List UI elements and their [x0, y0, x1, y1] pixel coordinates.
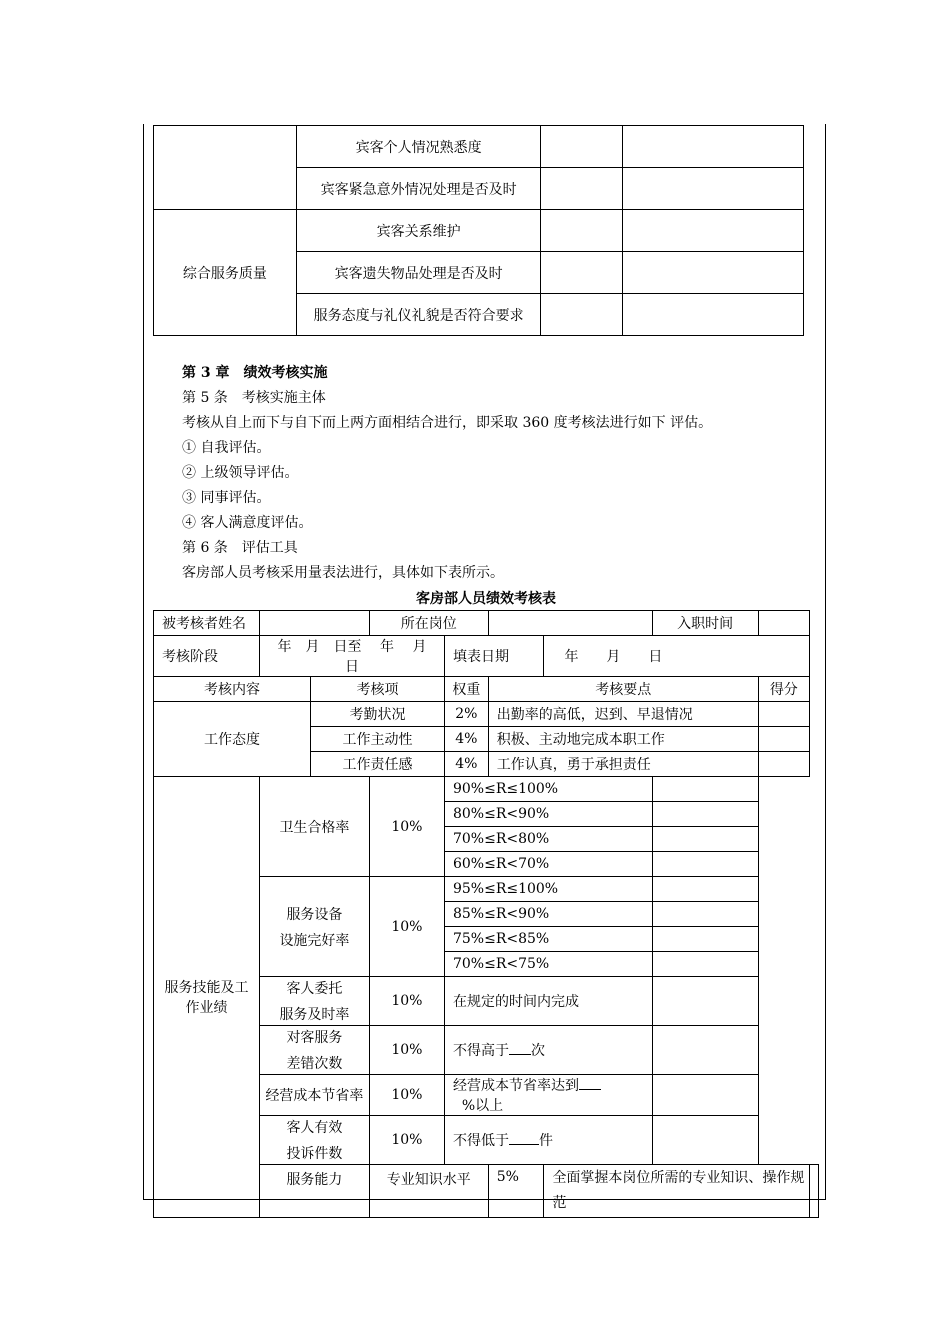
category-attitude: 工作态度	[154, 702, 311, 777]
name-value[interactable]	[260, 611, 370, 636]
weight-cell: 4%	[444, 727, 488, 752]
point-cell	[623, 168, 804, 210]
weight-cell: 10%	[369, 1026, 444, 1075]
point-cell: 70%≤R<80%	[444, 827, 652, 852]
col-header-weight: 权重	[444, 677, 488, 702]
point-cell	[623, 252, 804, 294]
weight-cell	[541, 168, 623, 210]
chapter-heading: 第 3 章 绩效考核实施	[182, 365, 328, 381]
item-line: 服务设备	[286, 906, 343, 923]
item-cell: 工作责任感	[311, 752, 445, 777]
point-cell: 60%≤R<70%	[444, 852, 652, 877]
score-cell[interactable]	[758, 702, 809, 727]
score-cell[interactable]	[652, 927, 758, 952]
point-suffix: 件	[538, 1133, 553, 1149]
weight-cell	[541, 210, 623, 252]
item-line: 客人委托	[286, 981, 343, 997]
article-5-heading: 第 5 条 考核实施主体	[182, 390, 326, 406]
item-cell: 宾客紧急意外情况处理是否及时	[296, 168, 541, 210]
item-cell: 工作主动性	[311, 727, 445, 752]
item-cost: 经营成本节省率	[260, 1075, 370, 1116]
score-cell[interactable]	[652, 1116, 758, 1165]
item-line: 投诉件数	[286, 1146, 343, 1162]
category-cell: 综合服务质量	[154, 210, 297, 336]
weight-cell	[541, 252, 623, 294]
item-cell: 宾客关系维护	[296, 210, 541, 252]
score-cell[interactable]	[652, 852, 758, 877]
item-equipment	[260, 877, 370, 977]
list-item: ④ 客人满意度评估。	[182, 515, 313, 531]
point-cell: 全面掌握本岗位所需的专业知识、操作规范	[544, 1165, 810, 1218]
item-cell: 宾客个人情况熟悉度	[296, 126, 541, 168]
list-item: ① 自我评估。	[182, 440, 271, 456]
service-quality-table	[153, 125, 804, 336]
score-cell[interactable]	[652, 952, 758, 977]
score-cell[interactable]	[652, 977, 758, 1026]
score-cell[interactable]	[652, 1026, 758, 1075]
point-prefix: 不得低于	[452, 1133, 509, 1149]
score-cell[interactable]	[652, 777, 758, 802]
article-6-heading: 第 6 条 评估工具	[182, 540, 298, 556]
list-item: ② 上级领导评估。	[182, 465, 299, 481]
point-cell	[623, 210, 804, 252]
item-errors	[260, 1026, 370, 1075]
point-cell: 70%≤R<75%	[444, 952, 652, 977]
col-header-content: 考核内容	[154, 677, 311, 702]
post-value[interactable]	[488, 611, 652, 636]
post-label: 所在岗位	[369, 611, 488, 636]
point-cell	[623, 294, 804, 336]
paragraph-360: 考核从自上而下与自下而上两方面相结合进行，即采取 360 度考核法进行如下 评估。	[182, 415, 713, 431]
col-header-points: 考核要点	[488, 677, 758, 702]
item-cell: 专业知识水平	[369, 1165, 488, 1218]
fill-blank[interactable]	[509, 1132, 539, 1145]
category-cell-empty	[154, 126, 297, 210]
weight-hygiene: 10%	[369, 777, 444, 877]
fill-blank[interactable]	[509, 1042, 531, 1055]
point-cell	[623, 126, 804, 168]
score-cell[interactable]	[758, 727, 809, 752]
item-line: 差错次数	[286, 1056, 343, 1072]
point-cell: 85%≤R<90%	[444, 902, 652, 927]
category-ability: 服务能力	[260, 1165, 370, 1218]
list-item: ③ 同事评估。	[182, 490, 271, 506]
name-label: 被考核者姓名	[154, 611, 260, 636]
col-header-item: 考核项	[311, 677, 445, 702]
item-line: 服务及时率	[279, 1007, 350, 1023]
category-skills: 服务技能及工作业绩	[154, 777, 260, 1218]
item-line: 客人有效	[286, 1120, 343, 1136]
weight-cell	[541, 126, 623, 168]
point-cell: 95%≤R≤100%	[444, 877, 652, 902]
point-cell	[444, 1116, 652, 1165]
item-hygiene: 卫生合格率	[260, 777, 370, 877]
period-value[interactable]: 年 月 日至 年 月 日	[260, 636, 445, 677]
weight-cell: 2%	[444, 702, 488, 727]
weight-cell: 5%	[488, 1165, 544, 1218]
point-cell: 出勤率的高低，迟到、早退情况	[488, 702, 758, 727]
paragraph-scale: 客房部人员考核采用量表法进行，具体如下表所示。	[182, 565, 504, 581]
point-cell: 在规定的时间内完成	[444, 977, 652, 1026]
point-suffix: 次	[530, 1043, 545, 1059]
item-line: 设施完好率	[279, 932, 350, 949]
weight-cell: 10%	[369, 1075, 444, 1116]
table-caption: 客房部人员绩效考核表	[416, 591, 556, 607]
score-cell[interactable]	[652, 827, 758, 852]
entry-label: 入职时间	[652, 611, 758, 636]
point-cell: 积极、主动地完成本职工作	[488, 727, 758, 752]
item-cell: 服务态度与礼仪礼貌是否符合要求	[296, 294, 541, 336]
score-cell[interactable]	[652, 902, 758, 927]
item-cell: 考勤状况	[311, 702, 445, 727]
item-complaints	[260, 1116, 370, 1165]
item-cell: 宾客遗失物品处理是否及时	[296, 252, 541, 294]
point-prefix: 不得高于	[452, 1043, 509, 1059]
point-cell	[444, 1075, 652, 1116]
point-cell: 80%≤R<90%	[444, 802, 652, 827]
performance-evaluation-table	[153, 610, 819, 1218]
weight-cell: 10%	[369, 1116, 444, 1165]
point-cell: 75%≤R<85%	[444, 927, 652, 952]
weight-cell: 10%	[369, 977, 444, 1026]
point-cell: 工作认真，勇于承担责任	[488, 752, 758, 777]
weight-equipment: 10%	[369, 877, 444, 977]
point-cell: 90%≤R≤100%	[444, 777, 652, 802]
col-header-score: 得分	[758, 677, 809, 702]
point-suffix: %以上	[452, 1098, 504, 1114]
fill-blank[interactable]	[579, 1077, 601, 1090]
score-cell[interactable]	[652, 802, 758, 827]
item-line: 对客服务	[286, 1030, 343, 1046]
point-prefix: 经营成本节省率达到	[452, 1078, 579, 1094]
entry-value[interactable]	[758, 611, 809, 636]
fill-date-value[interactable]: 年 月 日	[544, 636, 810, 677]
score-cell[interactable]	[652, 1075, 758, 1116]
item-entrust	[260, 977, 370, 1026]
score-cell[interactable]	[810, 1165, 819, 1218]
weight-cell	[541, 294, 623, 336]
weight-cell: 4%	[444, 752, 488, 777]
score-cell[interactable]	[758, 752, 809, 777]
score-cell[interactable]	[652, 877, 758, 902]
period-label: 考核阶段	[154, 636, 260, 677]
point-cell	[444, 1026, 652, 1075]
fill-date-label: 填表日期	[444, 636, 543, 677]
